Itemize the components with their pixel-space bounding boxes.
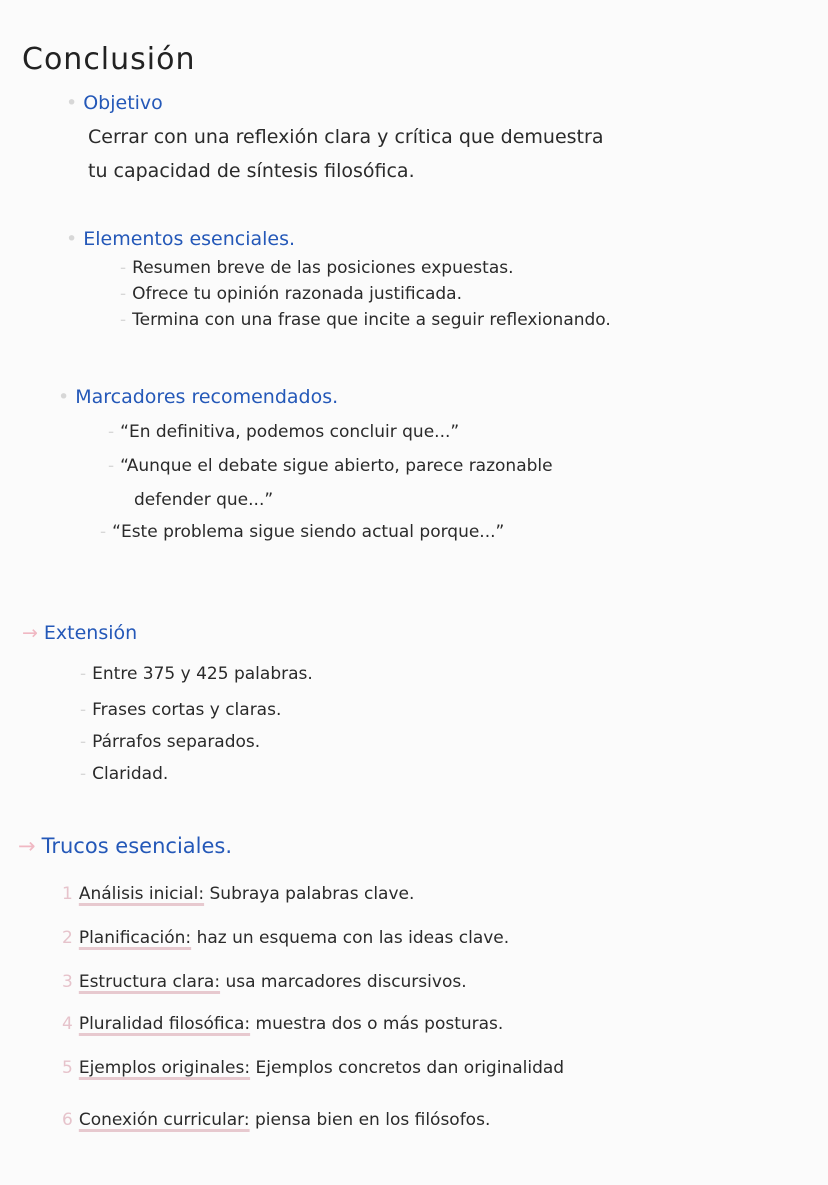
dash-icon: -	[120, 258, 127, 278]
extension-heading	[22, 622, 137, 644]
dash-icon: -	[120, 310, 127, 330]
truco-label: Ejemplos originales:	[78, 1058, 251, 1078]
elementos-item	[120, 258, 514, 278]
truco-text: Ejemplos concretos dan originalidad	[250, 1058, 565, 1078]
marcadores-item	[108, 456, 553, 476]
trucos-heading-text: Trucos esenciales.	[41, 834, 233, 858]
extension-heading-text: Extensión	[43, 622, 138, 644]
marcadores-item-text: “Aunque el debate sigue abierto, parece razonable	[120, 456, 553, 476]
objetivo-line: tu capacidad de síntesis filosófica.	[88, 160, 415, 182]
elementos-item	[120, 284, 462, 304]
dash-icon: -	[80, 764, 87, 784]
truco-label: Análisis inicial:	[78, 884, 205, 904]
objetivo-heading-text: Objetivo	[83, 92, 163, 114]
truco-text: usa marcadores discursivos.	[220, 972, 467, 992]
truco-item	[62, 1110, 490, 1130]
truco-item	[62, 884, 414, 904]
marcadores-item-text: “En definitiva, podemos concluir que...”	[120, 422, 460, 442]
extension-item-text: Claridad.	[92, 764, 169, 784]
extension-item	[80, 764, 168, 784]
elementos-item-text: Resumen breve de las posiciones expuestas.	[132, 258, 514, 278]
elementos-heading	[66, 228, 295, 250]
elementos-item	[120, 310, 611, 330]
truco-text: haz un esquema con las ideas clave.	[191, 928, 510, 948]
truco-number: 5	[62, 1058, 73, 1078]
truco-item	[62, 1058, 564, 1078]
truco-item	[62, 928, 509, 948]
dash-icon: -	[108, 422, 115, 442]
marcadores-heading	[58, 386, 338, 408]
extension-item	[80, 664, 313, 684]
extension-item	[80, 700, 281, 720]
extension-item-text: Entre 375 y 425 palabras.	[92, 664, 313, 684]
extension-item-text: Párrafos separados.	[92, 732, 261, 752]
truco-text: Subraya palabras clave.	[204, 884, 415, 904]
bullet-icon: •	[66, 92, 78, 114]
page-title: Conclusión	[22, 42, 196, 77]
elementos-item-text: Ofrece tu opinión razonada justificada.	[132, 284, 462, 304]
elementos-heading-text: Elementos esenciales.	[83, 228, 296, 250]
marcadores-heading-text: Marcadores recomendados.	[75, 386, 339, 408]
dash-icon: -	[80, 732, 87, 752]
truco-label: Conexión curricular:	[78, 1110, 250, 1130]
truco-number: 3	[62, 972, 73, 992]
marcadores-item	[100, 522, 504, 542]
dash-icon: -	[80, 700, 87, 720]
dash-icon: -	[100, 522, 107, 542]
truco-label: Pluralidad filosófica:	[78, 1014, 251, 1034]
truco-number: 4	[62, 1014, 73, 1034]
arrow-icon: →	[22, 622, 38, 644]
objetivo-line: Cerrar con una reflexión clara y crítica que demuestra	[88, 126, 604, 148]
extension-item	[80, 732, 260, 752]
marcadores-item	[108, 422, 459, 442]
truco-item	[62, 972, 467, 992]
elementos-item-text: Termina con una frase que incite a seguir reflexionando.	[132, 310, 611, 330]
dash-icon: -	[108, 456, 115, 476]
trucos-heading	[18, 834, 232, 858]
marcadores-item-text: “Este problema sigue siendo actual porque...”	[112, 522, 505, 542]
objetivo-heading	[66, 92, 163, 114]
marcadores-item-cont: defender que...”	[134, 490, 274, 510]
truco-text: muestra dos o más posturas.	[250, 1014, 504, 1034]
truco-number: 6	[62, 1110, 73, 1130]
arrow-icon: →	[18, 834, 36, 858]
truco-text: piensa bien en los filósofos.	[249, 1110, 491, 1130]
truco-label: Planificación:	[78, 928, 192, 948]
truco-number: 2	[62, 928, 73, 948]
extension-item-text: Frases cortas y claras.	[92, 700, 282, 720]
dash-icon: -	[120, 284, 127, 304]
bullet-icon: •	[58, 386, 70, 408]
truco-number: 1	[62, 884, 73, 904]
dash-icon: -	[80, 664, 87, 684]
truco-item	[62, 1014, 503, 1034]
truco-label: Estructura clara:	[78, 972, 221, 992]
bullet-icon: •	[66, 228, 78, 250]
